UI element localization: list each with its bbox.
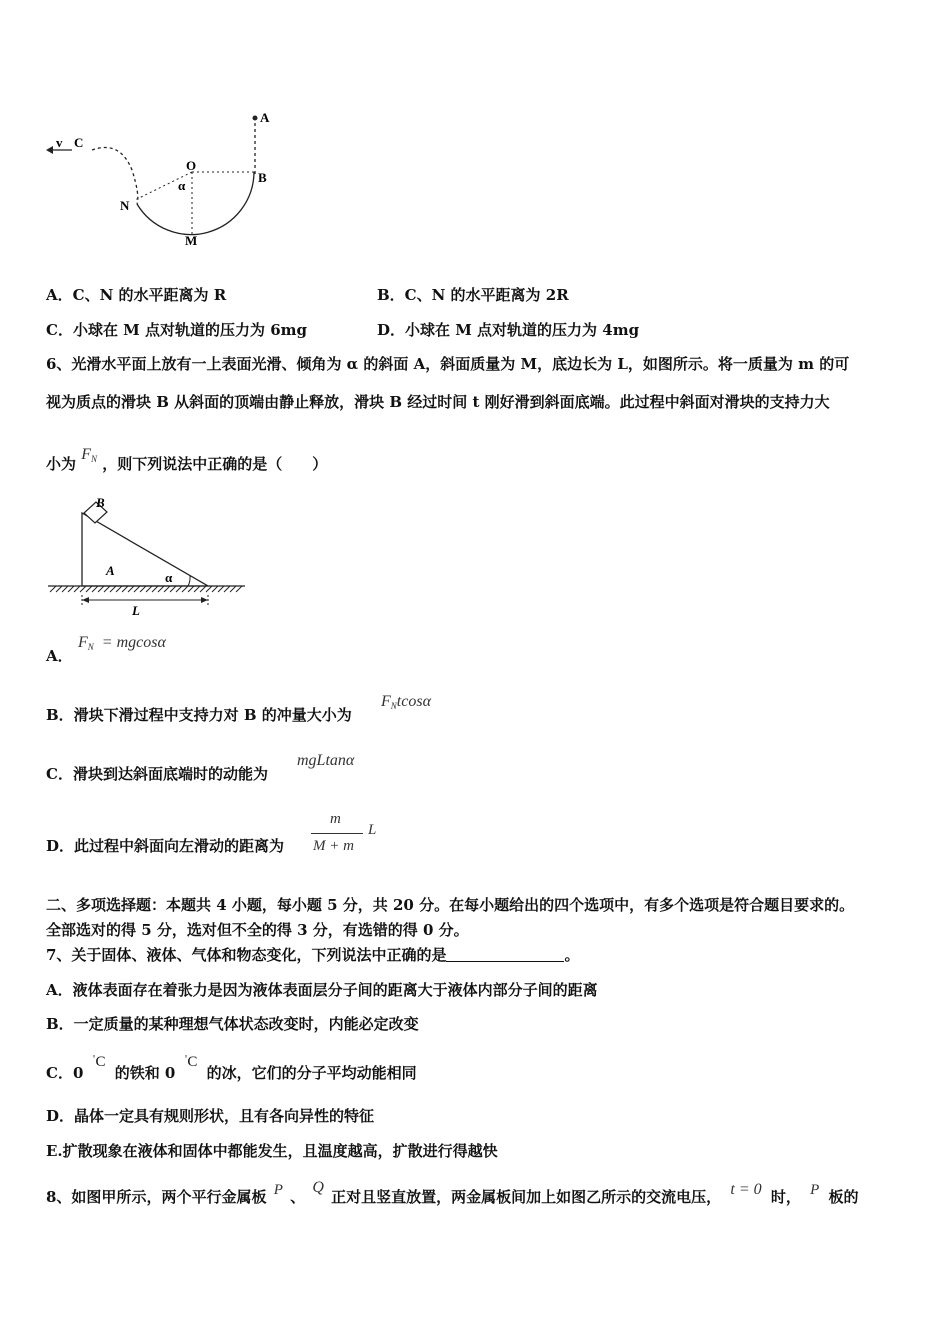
- label-l: L: [132, 603, 140, 618]
- track-figure: [40, 100, 290, 260]
- q6-stem-line2: 视为质点的滑块 B 从斜面的顶端由静止释放，滑块 B 经过时间 t 刚好滑到斜面底端。此过程中斜面对滑块的支持力大: [46, 393, 830, 411]
- symbol-p: P: [273, 1182, 283, 1198]
- opt-b-expression: tcosα: [396, 693, 431, 710]
- q7-option-a: A．液体表面存在着张力是因为液体表面层分子间的距离大于液体内部分子间的距离: [46, 981, 598, 999]
- q7-option-b: B．一定质量的某种理想气体状态改变时，内能必定改变: [46, 1015, 419, 1033]
- label-b: B: [96, 495, 105, 510]
- q5-option-c: C．小球在 M 点对轨道的压力为 6mg: [46, 321, 308, 339]
- fn-sub: N: [91, 454, 98, 464]
- fn-main: F: [81, 446, 92, 463]
- q6-fn-symbol: [81, 446, 97, 463]
- symbol-t-zero: t = 0: [730, 1181, 762, 1198]
- unit-celsius-1: °C: [92, 1054, 106, 1070]
- fn-sub: N: [390, 701, 397, 711]
- dim-arrow-right: [201, 597, 208, 603]
- fn-main: F: [381, 693, 391, 710]
- q8-mid2: 时，: [770, 1188, 801, 1206]
- label-m: M: [185, 233, 198, 248]
- q8-pre: 8、如图甲所示，两个平行金属板: [46, 1188, 267, 1206]
- fn-sub: N: [87, 642, 94, 652]
- q6-stem-line3: [46, 446, 328, 479]
- q7-option-e: E.扩散现象在液体和固体中都能发生，且温度越高，扩散进行得越快: [46, 1142, 498, 1160]
- q8-sep: 、: [290, 1188, 306, 1206]
- q6-option-d: D．此过程中斜面向左滑动的距离为: [46, 837, 285, 855]
- q6-option-b-math: [381, 693, 431, 711]
- answer-blank[interactable]: [446, 947, 564, 962]
- frac-bar: [311, 833, 363, 834]
- q7-stem-text: 7、关于固体、液体、气体和物态变化，下列说法中正确的是: [46, 946, 447, 964]
- q8-post: 板的: [828, 1188, 859, 1206]
- q7-stem: [46, 945, 579, 965]
- angle-arc: [188, 576, 190, 586]
- frac-tail: L: [368, 822, 377, 838]
- q6-option-c: C．滑块到达斜面底端时的动能为: [46, 765, 268, 783]
- label-b: B: [258, 170, 267, 185]
- q8-mid: 正对且竖直放置，两金属板间加上如图乙所示的交流电压，: [331, 1188, 722, 1206]
- symbol-q: Q: [312, 1179, 324, 1196]
- frac-numerator: m: [330, 811, 341, 827]
- q7-option-c: [46, 1054, 417, 1084]
- symbol-p2: P: [810, 1182, 820, 1198]
- q6-stem-line1: 6、光滑水平面上放有一上表面光滑、倾角为 α 的斜面 A，斜面质量为 M，底边长为 L，如图所示。将一质量为 m 的可: [46, 355, 850, 373]
- incline-a: [82, 513, 208, 586]
- q6-option-c-math: mgLtanα: [297, 752, 355, 769]
- label-alpha: α: [165, 570, 173, 585]
- opt-b-text: B．滑块下滑过程中支持力对 B 的冲量大小为: [46, 706, 352, 724]
- q6-stem-pre: 小为: [46, 455, 77, 473]
- q7-stem-end: 。: [564, 946, 580, 964]
- q8-stem: [46, 1179, 859, 1208]
- opt-a-expression: = mgcosα: [101, 634, 166, 651]
- label-c: C: [74, 135, 84, 150]
- incline-figure: [40, 495, 260, 620]
- opt-c-post: 的冰，它们的分子平均动能相同: [206, 1064, 417, 1082]
- q5-option-b: B．C、N 的水平距离为 2R: [377, 286, 569, 304]
- velocity-arrowhead: [46, 146, 53, 154]
- label-a: A: [106, 563, 115, 578]
- q6-option-a-math: [78, 634, 166, 652]
- unit-c: C: [95, 1054, 106, 1070]
- q5-option-a: A．C、N 的水平距离为 R: [46, 286, 227, 304]
- dim-arrow-left: [82, 597, 89, 603]
- q5-option-d: D．小球在 M 点对轨道的压力为 4mg: [377, 321, 640, 339]
- opt-c-mid: 的铁和 0: [114, 1064, 176, 1082]
- label-alpha: α: [178, 178, 186, 193]
- section2-line2: 全部选对的得 5 分，选对但不全的得 3 分，有选错的得 0 分。: [46, 921, 469, 939]
- q6-stem-post: ，则下列说法中正确的是（ ）: [102, 455, 328, 473]
- track-curve: [92, 118, 255, 235]
- ball-point-a: [253, 116, 258, 121]
- track-lines: [135, 172, 254, 235]
- label-v: v: [56, 135, 63, 150]
- q6-option-a-label: A．: [46, 647, 73, 665]
- q6-option-b: [46, 705, 352, 725]
- ground-hatch: [50, 586, 242, 592]
- unit-c: C: [187, 1054, 198, 1070]
- unit-celsius-2: °C: [184, 1054, 198, 1070]
- label-o: O: [186, 158, 197, 173]
- label-n: N: [120, 198, 130, 213]
- section2-line1: 二、多项选择题：本题共 4 小题，每小题 5 分，共 20 分。在每小题给出的四个选项中，有多个选项是符合题目要求的。: [46, 896, 855, 914]
- q7-option-d: D．晶体一定具有规则形状，且有各向异性的特征: [46, 1107, 375, 1125]
- frac-denominator: M + m: [313, 838, 354, 854]
- label-a: A: [260, 110, 270, 125]
- fn-main: F: [78, 634, 88, 651]
- opt-c-pre: C．0: [46, 1064, 84, 1082]
